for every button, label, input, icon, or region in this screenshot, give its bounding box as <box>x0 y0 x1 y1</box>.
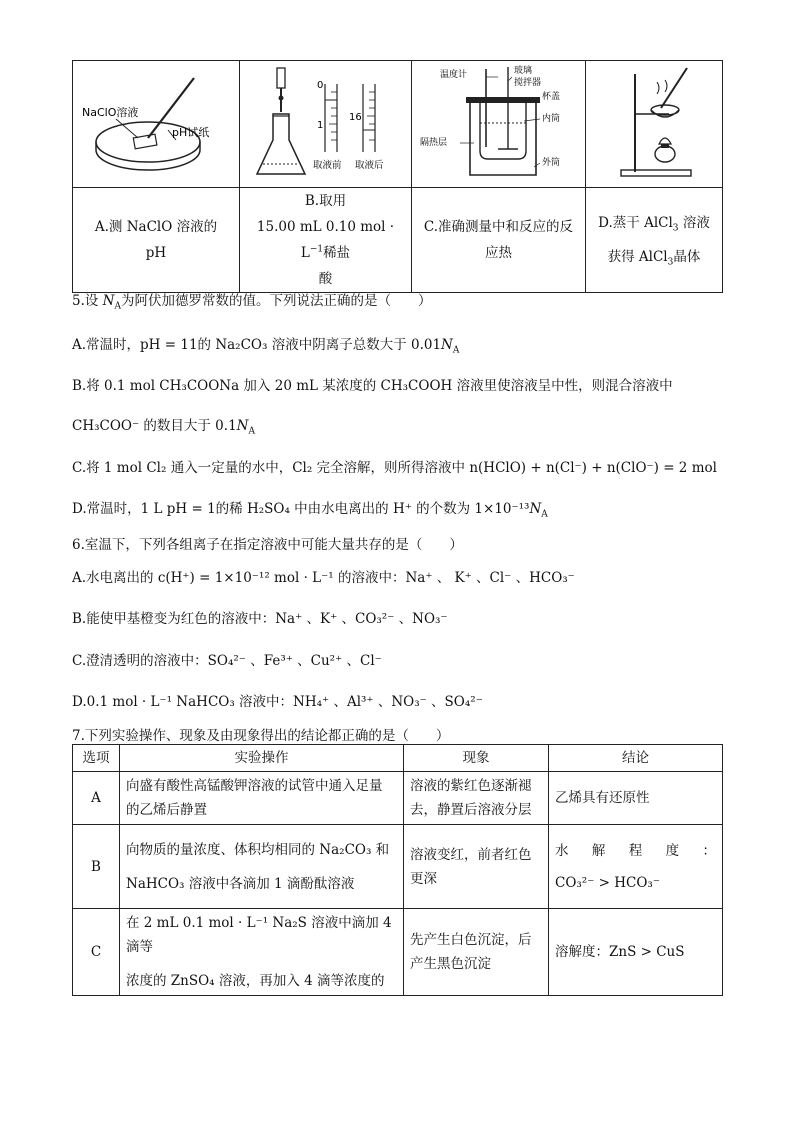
option-b-caption <box>240 188 412 293</box>
stirrer-label-2: 搅拌器 <box>513 78 541 88</box>
q5-option-b-line2: CH₃COO⁻ 的数目大于 $0.1N_A$ <box>72 418 255 437</box>
option-c-line2: 应热 <box>485 245 512 261</box>
burette-figure <box>243 64 409 184</box>
option-d-line2: 获得 AlCl$_3$晶体 <box>607 249 701 268</box>
option-d-caption <box>586 188 723 293</box>
evaporation-figure <box>599 64 709 184</box>
row-b-option: B <box>73 825 120 909</box>
stirrer-label-1: 玻璃 <box>513 66 532 76</box>
row-c-operation: 在 2 mL 0.1 mol · L⁻¹ Na₂S 溶液中滴加 4 滴等 浓度的 ZnSO₄ 溶液，再加入 4 滴等浓度的 <box>120 909 404 996</box>
table-row <box>73 825 723 909</box>
insulation-label: 隔热层 <box>419 138 447 148</box>
outer-cup-label: 外筒 <box>541 158 560 168</box>
ph-paper-label: pH试纸 <box>172 126 210 139</box>
scale-one-label: 1 <box>316 120 323 131</box>
table-header-row <box>73 745 723 772</box>
table-row <box>73 772 723 825</box>
ph-paper-test-figure <box>76 64 236 184</box>
apparatus-table <box>72 60 723 293</box>
option-a-caption <box>73 188 240 293</box>
q6-option-d: D.0.1 mol · L⁻¹ NaHCO₃ 溶液中：NH₄⁺ 、Al³⁺ 、NO₃⁻ 、SO₄²⁻ <box>72 694 483 710</box>
row-a-option: A <box>73 772 120 825</box>
option-b-line3: 酸 <box>318 271 333 287</box>
option-d-line1: D.蒸干 AlCl$_3$ 溶液 <box>598 215 710 234</box>
figure-c-cell <box>412 61 586 188</box>
option-a-line2: pH <box>145 245 167 261</box>
experiment-table <box>72 744 723 996</box>
row-a-conclusion: 乙烯具有还原性 <box>549 772 723 825</box>
option-b-line2: 15.00 mL 0.10 mol · $L^{-1}$稀盐 <box>256 219 395 261</box>
q5-stem: 5.设 $N_A$为阿伏加德罗常数的值。下列说法正确的是（ ） <box>72 293 432 312</box>
row-c-option: C <box>73 909 120 996</box>
row-c-conclusion: 溶解度：ZnS > CuS <box>549 909 723 996</box>
lid-label: 杯盖 <box>541 92 560 102</box>
q5-option-d: D.常温时，1 L pH = 1的稀 H₂SO₄ 中由水电离出的 H⁺ 的个数为 $1\times 10^{-13}N_A$ <box>72 501 548 520</box>
q6-stem: 6.室温下，下列各组离子在指定溶液中可能大量共存的是（ ） <box>72 537 463 553</box>
scale-sixteen-label: 16 <box>348 112 362 123</box>
figure-a-cell <box>73 61 240 188</box>
header-operation: 实验操作 <box>120 745 404 772</box>
before-label: 取液前 <box>312 160 342 171</box>
figure-b-cell <box>240 61 412 188</box>
option-a-line1: A.测 NaClO 溶液的 <box>94 219 218 235</box>
calorimeter-figure <box>414 63 584 185</box>
row-c-phenomenon: 先产生白色沉淀，后 产生黑色沉淀 <box>404 909 549 996</box>
option-c-caption <box>412 188 586 293</box>
q5-option-b-line1: B.将 0.1 mol CH₃COONa 加入 20 mL 某浓度的 CH₃COOH 溶液里使溶液呈中性，则混合溶液中 <box>72 378 673 394</box>
header-phenomenon: 现象 <box>404 745 549 772</box>
after-label: 取液后 <box>354 160 384 171</box>
header-option: 选项 <box>73 745 120 772</box>
q5-option-c: C.将 1 mol Cl₂ 通入一定量的水中，Cl₂ 完全溶解，则所得溶液中 n(HClO) + n(Cl⁻) + n(ClO⁻) = 2 mol <box>72 460 717 476</box>
row-a-phenomenon: 溶液的紫红色逐渐褪 去，静置后溶液分层 <box>404 772 549 825</box>
table-row <box>73 909 723 996</box>
q6-option-b: B.能使甲基橙变为红色的溶液中：Na⁺ 、K⁺ 、CO₃²⁻ 、NO₃⁻ <box>72 611 448 627</box>
thermometer-label: 温度计 <box>439 70 467 80</box>
option-b-line1: B.取用 <box>304 193 347 209</box>
header-conclusion: 结论 <box>549 745 723 772</box>
q7-stem: 7.下列实验操作、现象及由现象得出的结论都正确的是（ ） <box>72 728 450 744</box>
naclo-solution-label: NaClO溶液 <box>82 106 139 119</box>
row-b-conclusion: 水 解 程 度 ： CO₃²⁻ > HCO₃⁻ <box>549 825 723 909</box>
option-c-line1: C.准确测量中和反应的反 <box>423 219 574 235</box>
q6-option-c: C.澄清透明的溶液中：SO₄²⁻ 、Fe³⁺ 、Cu²⁺ 、Cl⁻ <box>72 653 382 669</box>
q6-option-a: A.水电离出的 c(H⁺) = 1×10⁻¹² mol · L⁻¹ 的溶液中：Na⁺ 、 K⁺ 、Cl⁻ 、HCO₃⁻ <box>72 570 575 586</box>
figure-d-cell <box>586 61 723 188</box>
q5-option-a: A.常温时，pH = 11的 Na₂CO₃ 溶液中阴离子总数大于 $0.01N_A$ <box>72 337 460 356</box>
row-a-operation: 向盛有酸性高锰酸钾溶液的试管中通入足量 的乙烯后静置 <box>120 772 404 825</box>
inner-cup-label: 内筒 <box>541 114 560 124</box>
row-b-operation: 向物质的量浓度、体积均相同的 Na₂CO₃ 和 NaHCO₃ 溶液中各滴加 1 滴酚酞溶液 <box>120 825 404 909</box>
row-b-phenomenon: 溶液变红，前者红色 更深 <box>404 825 549 909</box>
scale-zero-label: 0 <box>316 80 323 91</box>
